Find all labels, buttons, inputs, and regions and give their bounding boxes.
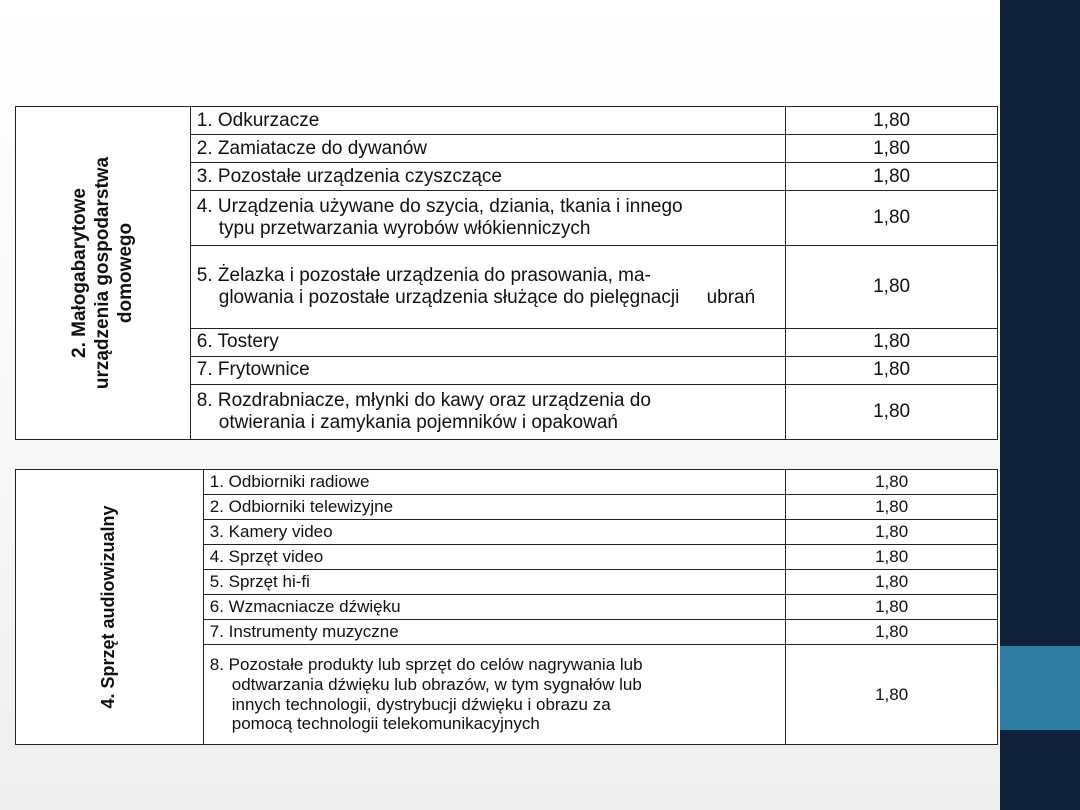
item-value: 1,80 [786,520,998,545]
item-value: 1,80 [786,595,998,620]
item-value: 1,80 [786,135,998,163]
item-name: 3. Pozostałe urządzenia czyszczące [190,163,785,191]
item-value: 1,80 [786,570,998,595]
item-name: 2. Odbiorniki telewizyjne [203,495,785,520]
item-name: 4. Sprzęt video [203,545,785,570]
item-name: 8. Rozdrabniacze, młynki do kawy oraz urządzenia do otwierania i zamykania pojemników i opakowań [190,384,785,439]
item-name: 6. Tostery [190,328,785,356]
item-value: 1,80 [786,107,998,135]
item-name: 1. Odbiorniki radiowe [203,470,785,495]
item-value: 1,80 [786,191,998,246]
item-value: 1,80 [786,620,998,645]
category-label: 2. Małogabarytowe urządzenia gospodarstwa domowego [68,156,136,390]
table-row [16,470,998,495]
audiovisual-table [15,469,998,745]
item-name: 5. Sprzęt hi-fi [203,570,785,595]
item-name: 2. Zamiatacze do dywanów [190,135,785,163]
item-value: 1,80 [786,328,998,356]
table-row [16,107,998,135]
item-value: 1,80 [786,645,998,745]
category-label: 4. Sprzęt audiowizualny [98,505,119,709]
item-name: 4. Urządzenia używane do szycia, dziania, tkania i innego typu przetwarzania wyrobów włókienniczych [190,191,785,246]
item-name: 7. Instrumenty muzyczne [203,620,785,645]
item-value: 1,80 [786,495,998,520]
small-appliances-table [15,106,998,440]
item-name: 6. Wzmacniacze dźwięku [203,595,785,620]
item-value: 1,80 [786,356,998,384]
item-name: 5. Żelazka i pozostałe urządzenia do prasowania, ma- glowania i pozostałe urządzenia służące do pielęgnacji ubrań [190,246,785,328]
item-value: 1,80 [786,246,998,328]
item-value: 1,80 [786,545,998,570]
item-value: 1,80 [786,470,998,495]
item-name: 3. Kamery video [203,520,785,545]
item-name: 1. Odkurzacze [190,107,785,135]
item-name: 7. Frytownice [190,356,785,384]
category-cell [16,107,191,440]
category-cell [16,470,204,745]
accent-block [1000,646,1080,730]
item-name: 8. Pozostałe produkty lub sprzęt do celów nagrywania lub odtwarzania dźwięku lub obrazów, w tym sygnałów lub innych technologii, dystrybucji dźwięku i obrazu za pomocą technologii telekomunikacyjnych [203,645,785,745]
item-value: 1,80 [786,163,998,191]
item-value: 1,80 [786,384,998,439]
